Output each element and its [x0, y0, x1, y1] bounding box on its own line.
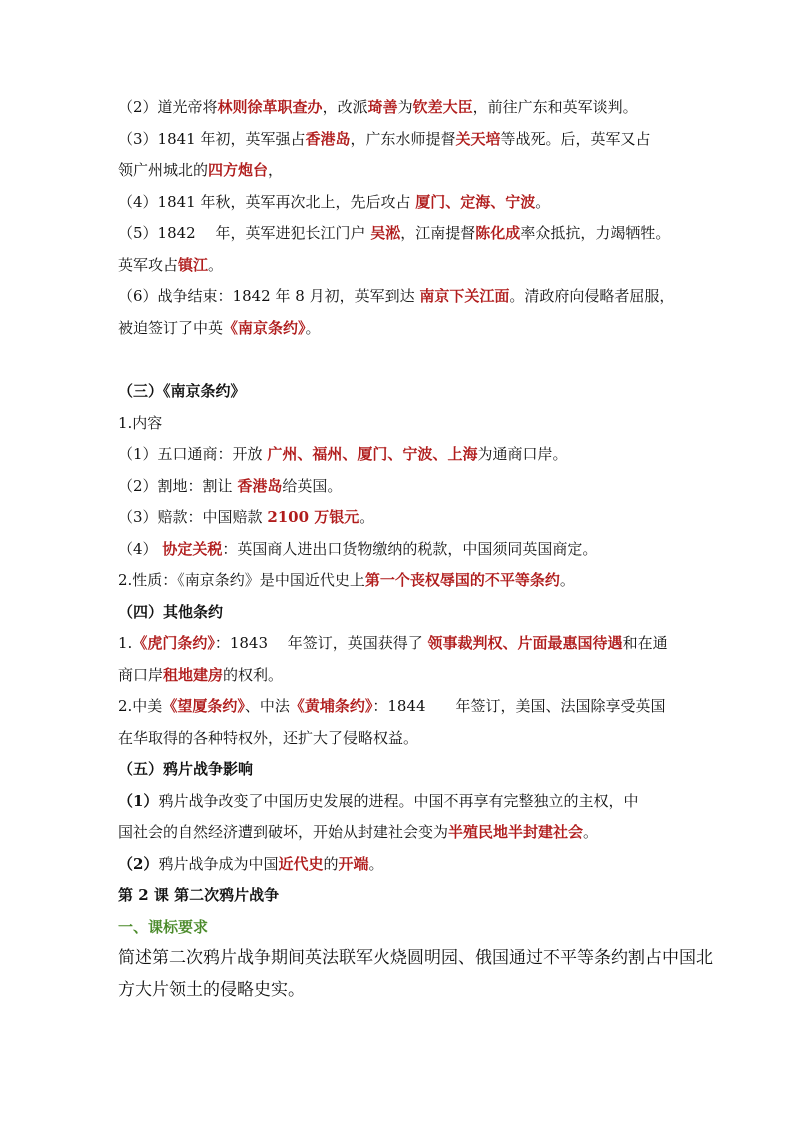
- curriculum-requirement-heading: 一、课标要求: [118, 917, 209, 936]
- war-step-5-line-1: （5）1842 年，英军进犯长江门户 吴淞，江南提督陈化成率众抵抗，力竭牺牲。: [118, 224, 671, 242]
- treaty-2-line-1: 2.中美《望厦条约》、中法《黄埔条约》：1844 年签订，美国、法国除享受英国: [118, 697, 666, 715]
- requirement-line-1: 简述第二次鸦片战争期间英法联军火烧圆明园、俄国通过不平等条约割占中国北: [118, 948, 713, 968]
- content-label: 1.内容: [118, 413, 163, 432]
- section-heading-nanjing: （三）《南京条约》: [118, 382, 246, 400]
- spacer: [118, 344, 678, 376]
- nanjing-item-3: （3）赔款：中国赔款 2100 万银元。: [118, 508, 375, 526]
- war-step-2: （2）道光帝将林则徐革职查办，改派琦善为钦差大臣，前往广东和英军谈判。: [118, 98, 638, 116]
- document-page: [118, 92, 713, 1006]
- war-step-4: （4）1841 年秋，英军再次北上，先后攻占 厦门、定海、宁波。: [118, 192, 551, 211]
- impact-1-line-2: 国社会的自然经济遭到破坏，开始从封建社会变为半殖民地半封建社会。: [118, 823, 599, 841]
- treaty-1-line-1: 1.《虎门条约》：1843 年签订，英国获得了 领事裁判权、片面最惠国待遇和在通: [118, 634, 668, 652]
- nanjing-nature: 2.性质：《南京条约》是中国近代史上第一个丧权辱国的不平等条约。: [118, 571, 575, 589]
- treaty-2-line-2: 在华取得的各种特权外，还扩大了侵略权益。: [118, 728, 419, 747]
- nanjing-item-4: （4） 协定关税：英国商人进出口货物缴纳的税款，中国须同英国商定。: [118, 539, 598, 558]
- war-step-6-line-2: 被迫签订了中英《南京条约》。: [118, 318, 321, 337]
- nanjing-item-2: （2）割地：割让 香港岛给英国。: [118, 476, 343, 495]
- war-step-3-line-1: （3）1841 年初，英军强占香港岛，广东水师提督关天培等战死。后，英军又占: [118, 129, 651, 148]
- treaty-1-line-2: 商口岸租地建房的权利。: [118, 665, 284, 684]
- impact-2: （2）鸦片战争成为中国近代史的开端。: [118, 854, 384, 873]
- lesson-2-title: 第 2 课 第二次鸦片战争: [118, 886, 280, 904]
- war-step-6-line-1: （6）战争结束：1842 年 8 月初，英军到达 南京下关江面。清政府向侵略者屈服，: [118, 287, 675, 305]
- war-step-3-line-2: 领广州城北的四方炮台，: [118, 161, 284, 179]
- nanjing-item-1: （1）五口通商：开放 广州、福州、厦门、宁波、上海为通商口岸。: [118, 445, 568, 463]
- requirement-line-2: 方大片领土的侵略史实。: [118, 979, 305, 1000]
- section-heading-other-treaties: （四）其他条约: [118, 602, 224, 621]
- section-heading-impact: （五）鸦片战争影响: [118, 760, 254, 778]
- impact-1-line-1: （1）鸦片战争改变了中国历史发展的进程。中国不再享有完整独立的主权，中: [118, 791, 639, 810]
- war-step-5-line-2: 英军攻占镇江。: [118, 255, 224, 274]
